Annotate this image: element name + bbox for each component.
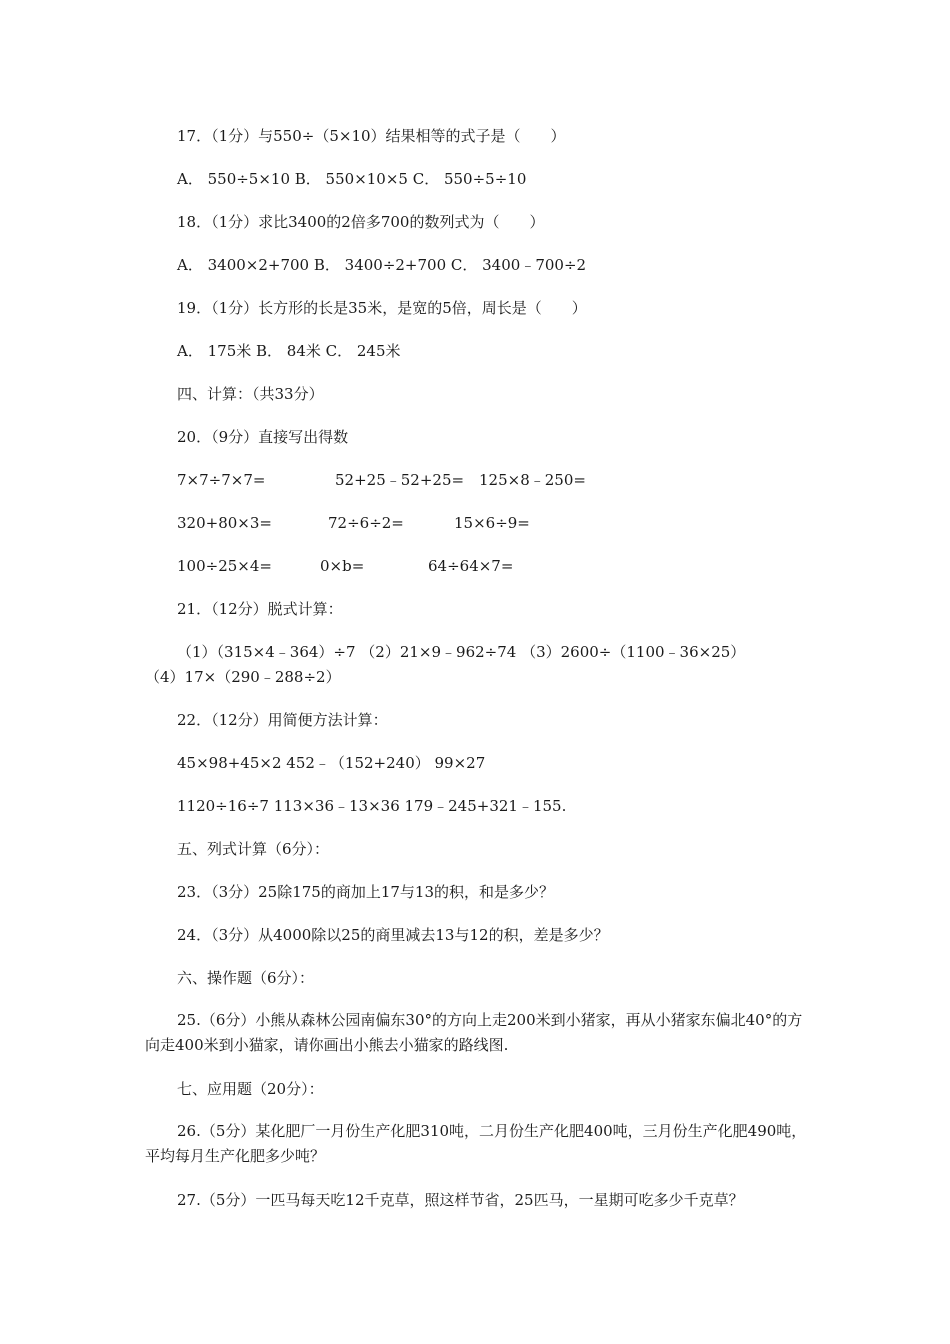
question-19-options: A． 175米 B． 84米 C． 245米 [177,342,401,360]
question-23: 23．（3分）25除175的商加上17与13的积，和是多少？ [177,883,555,901]
question-19-stem: 19．（1分）长方形的长是35米，是宽的5倍，周长是（ ） [177,299,587,317]
section-heading-6: 六、操作题（6分）： [177,969,315,987]
section-heading-7: 七、应用题（20分）： [177,1080,324,1098]
q20-item: 64÷64×7= [428,557,514,575]
question-17-options: A． 550÷5×10 B． 550×10×5 C． 550÷5÷10 [177,170,527,188]
question-22-line-2: 1120÷16÷7 113×36﹣13×36 179﹣245+321﹣155. [177,797,567,815]
q20-item: 7×7÷7×7= [177,471,266,489]
q20-item: 0×b= [320,557,365,575]
question-21-line-1: （1）（315×4﹣364）÷7 （2）21×9﹣962÷74 （3）2600÷（1100﹣36×25） [177,643,746,661]
question-22-line-1: 45×98+45×2 452﹣（152+240） 99×27 [177,754,486,772]
section-heading-5: 五、列式计算（6分）： [177,840,330,858]
question-22-stem: 22．（12分）用简便方法计算： [177,711,388,729]
section-heading-4: 四、计算：（共33分） [177,385,324,403]
question-17-stem: 17．（1分）与550÷（5×10）结果相等的式子是（ ） [177,127,566,145]
question-20-stem: 20．（9分）直接写出得数 [177,428,349,446]
q20-item: 52+25﹣52+25= [335,471,465,489]
q20-item: 100÷25×4= [177,557,272,575]
question-25: 25.（6分）小熊从森林公园南偏东30°的方向上走200米到小猪家，再从小猪家东偏北40°的方向走400米到小猫家，请你画出小熊去小猫家的路线图. [145,1011,803,1054]
q20-item: 320+80×3= [177,514,272,532]
question-21-line-2: （4）17×（290﹣288÷2） [145,668,341,686]
q20-item: 125×8﹣250= [479,471,586,489]
q20-item: 72÷6÷2= [328,514,404,532]
question-27: 27.（5分）一匹马每天吃12千克草，照这样节省，25匹马，一星期可吃多少千克草？ [177,1191,744,1209]
question-24: 24．（3分）从4000除以25的商里减去13与12的积，差是多少？ [177,926,609,944]
q20-item: 15×6÷9= [454,514,530,532]
question-18-stem: 18．（1分）求比3400的2倍多700的数列式为（ ） [177,213,545,231]
question-21-stem: 21．（12分）脱式计算： [177,600,343,618]
question-26: 26.（5分）某化肥厂一月份生产化肥310吨，二月份生产化肥400吨，三月份生产化肥490吨，平均每月生产化肥多少吨？ [145,1122,807,1165]
question-18-options: A． 3400×2+700 B． 3400÷2+700 C． 3400﹣700÷2 [177,256,587,274]
